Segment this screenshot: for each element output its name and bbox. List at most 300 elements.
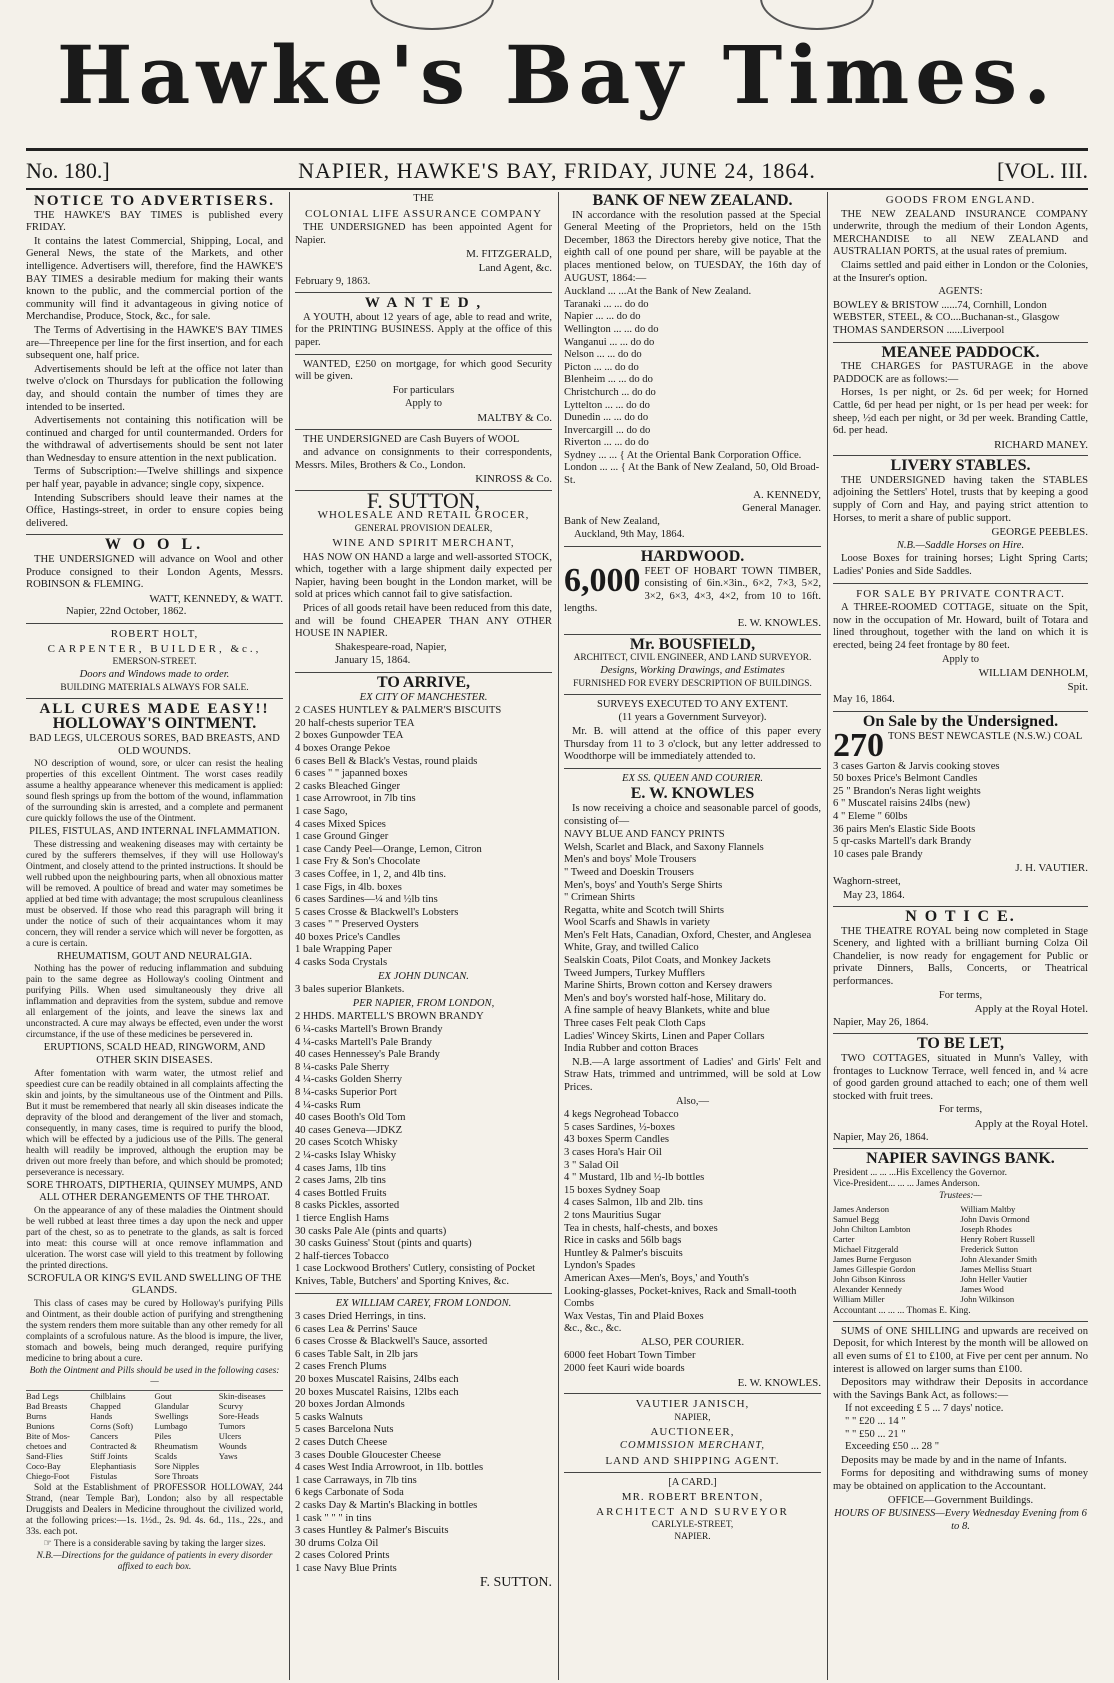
ad-trade: AUCTIONEER, xyxy=(650,1425,735,1438)
list-item: " " £50 ... 21 " xyxy=(845,1428,906,1440)
table-cell: Hands xyxy=(90,1410,113,1421)
list-item: Men's and boy's worsted half-hose, Military do. xyxy=(564,992,767,1004)
list-item: 3 cases Huntley & Palmer's Biscuits xyxy=(295,1525,449,1537)
ad-name: ROBERT HOLT, xyxy=(110,628,199,640)
list-item: Michael Fitzgerald xyxy=(833,1243,899,1254)
list-item: 40 cases Geneva—JDKZ xyxy=(295,1124,403,1136)
list-item: 3 " Salad Oil xyxy=(564,1159,619,1171)
list-item: 4 ¼-casks Rum xyxy=(295,1099,361,1111)
ad-address: NAPIER. xyxy=(674,1532,711,1543)
paragraph: Deposits may be made by and in the name of Infants. xyxy=(841,1454,1067,1466)
list-item: 8 casks Pickles, assorted xyxy=(295,1200,400,1212)
list-item: James Melliss Stuart xyxy=(960,1263,1032,1274)
list-item: 2000 feet Kauri wide boards xyxy=(564,1363,685,1375)
list-item: 2 cases Colored Prints xyxy=(295,1550,390,1562)
paragraph: A YOUTH, about 12 years of age, able to read and write, for the PRINTING BUSINESS. Apply at the office of this paper. xyxy=(295,311,552,348)
section-heading: GOODS FROM ENGLAND. xyxy=(885,194,1036,206)
table-cell: Fistulas xyxy=(90,1470,117,1481)
table-cell: Sand-Flies xyxy=(26,1450,63,1461)
list-item: 6 kegs Carbonate of Soda xyxy=(295,1487,404,1499)
list-item: 2 half-tierces Tobacco xyxy=(295,1250,389,1262)
table-cell: Chilblains xyxy=(90,1390,126,1401)
paragraph: THE THEATRE ROYAL being now completed in Stage Scenery, and lighted with a brilliant burning Colza Oil Chandelier, is now ready for engagement for Public or private Dinners, Balls, Concerts, or Theatrical performances. xyxy=(833,925,1088,988)
ad-address: Waghorn-street, xyxy=(833,875,901,887)
list-item: 1 case Ground Ginger xyxy=(295,831,389,843)
paragraph: These distressing and weakening diseases may with certainty be cured by the sufferers themselves, if they will use Holloway's Ointment, and closely attend to the printed instructions. It should be well rubbed upon the neighbouring parts, when all obnoxious matter will be removed. A poultice of bread and water may sometimes be applied at bed time with advantage; the most scrupulous cleanliness must be observed. If those who read this paragraph will bring it under the notice of such of their acquaintances whom it may concern, they will render a service which will never be forgotten, as a cure is certain. xyxy=(26,839,283,949)
table-cell: Cancers xyxy=(90,1430,118,1441)
list-item: If not exceeding £ 5 ... 7 days' notice. xyxy=(845,1403,1004,1415)
section-heading: N O T I C E. xyxy=(905,908,1016,926)
divider xyxy=(295,429,552,430)
table-cell: chetoes and xyxy=(26,1440,67,1451)
divider xyxy=(295,292,552,293)
list-item: 1 case Figs, in 4lb. boxes xyxy=(295,881,402,893)
paragraph: Horses, 1s per night, or 2s. 6d per week; for Horned Cattle, 6d per head per night, or 1s per head per week: for sheep, ½d each per night, or 3d per week. Branding Cattle, 6d. per head. xyxy=(833,387,1088,437)
divider xyxy=(26,698,283,699)
section-heading: Mr. BOUSFIELD, xyxy=(629,635,756,653)
list-item: 1 case Arrowroot, in 7lb tins xyxy=(295,793,416,805)
list-item: 6 cases Bell & Black's Vestas, round plaids xyxy=(295,755,478,767)
newspaper-title: Hawke's Bay Times. xyxy=(56,28,1058,122)
list-item: 4 cases West India Arrowroot, in 1lb. bottles xyxy=(295,1462,484,1474)
list-item: 2 cases French Plums xyxy=(295,1361,387,1373)
list-item: 1 case Navy Blue Prints xyxy=(295,1562,397,1574)
paragraph: Is now receiving a choice and seasonable parcel of goods, consisting of— xyxy=(564,802,821,827)
sub-heading: Both the Ointment and Pills should be used in the following cases:— xyxy=(29,1365,280,1387)
list-item: 36 pairs Men's Elastic Side Boots xyxy=(833,823,976,835)
list-item: 2 casks Bleached Ginger xyxy=(295,780,401,792)
list-item: 1 case Candy Peel—Orange, Lemon, Citron xyxy=(295,843,482,855)
section-heading: HARDWOOD. xyxy=(640,548,745,566)
ad-line: Apply to xyxy=(941,653,980,665)
list-item: Three cases Felt peak Cloth Caps xyxy=(564,1018,706,1030)
list-item: 3 cases " " Preserved Oysters xyxy=(295,919,419,931)
paragraph: Sold at the Establishment of PROFESSOR HOLLOWAY, 244 Strand, (near Temple Bar), London; also by all respectable Druggists and Dealers in Medicine throughout the civilized world, at the following prices:—1s. 1½d., 2s. 9d. 4s. 6d., 11s., 22s., and 33s. each pot. xyxy=(26,1482,283,1537)
list-item: Riverton ... ... do do xyxy=(564,437,649,449)
ad-line: (11 years a Government Surveyor). xyxy=(618,712,767,724)
date: Napier, 22nd October, 1862. xyxy=(66,606,187,618)
column-rule xyxy=(558,192,559,1680)
paragraph: Terms of Subscription:—Twelve shillings and sixpence per half year, payable in advance; single copy, sixpence. xyxy=(26,466,283,491)
masthead xyxy=(0,0,1114,140)
sub-heading: Also,— xyxy=(676,1095,709,1107)
ad-trade: ARCHITECT, CIVIL ENGINEER, AND LAND SURVEYOR. xyxy=(573,653,812,664)
list-item: Lyndon's Spades xyxy=(564,1260,636,1272)
ad-line: Apply at the Royal Hotel. xyxy=(974,1118,1088,1130)
paragraph: This class of cases may be cured by Holloway's purifying Pills and Ointment, as their double action of purifying and strengthening the system renders them more suitable than any other remedy for all complaints of a scrofulous nature. As the blood is impure, the liver, stomach and bowels, being much deranged, require purifying medicine to bring about a cure. xyxy=(26,1298,283,1364)
list-item: 4 cases Bottled Fruits xyxy=(295,1187,387,1199)
list-item: 43 boxes Sperm Candles xyxy=(564,1134,670,1146)
divider xyxy=(833,906,1088,907)
list-item: Napier ... ... do do xyxy=(564,311,641,323)
list-item: 5 casks Walnuts xyxy=(295,1411,363,1423)
signature: F. SUTTON. xyxy=(479,1574,552,1590)
divider xyxy=(26,148,1088,151)
officer-line: Accountant ... ... ... Thomas E. King. xyxy=(833,1305,971,1316)
sub-heading: EX JOHN DUNCAN. xyxy=(378,970,469,982)
list-item: 2 cases Jams, 2lb tins xyxy=(295,1175,386,1187)
paragraph: After fomentation with warm water, the utmost relief and speediest cure can be readily obtained in all complaints affecting the skin and joints, by the simultaneous use of the Ointment and Pills. But it must be remembered that nearly all skin diseases indicate the depravity of the blood and derangement of the liver and stomach, consequently, in many cases, time is required to purify the blood, which will be effected by a judicious use of the Pills. The general health will readily be improved, although the eruption may be driven out more freely than before, and which should be promoted; perseverance is necessary. xyxy=(26,1068,283,1178)
paragraph: The Terms of Advertising in the HAWKE'S BAY TIMES are—Threepence per line for the first insertion, and for each subsequent one, half price. xyxy=(26,324,283,362)
paragraph: Claims settled and paid either in London or the Colonies, at the Insurer's option. xyxy=(833,259,1088,284)
table-cell: Swellings xyxy=(154,1410,189,1421)
column-1 xyxy=(26,192,283,1680)
quantity-number: 270 xyxy=(833,726,884,764)
list-item: Invercargill ... do do xyxy=(564,424,651,436)
list-item: 40 boxes Price's Candles xyxy=(295,931,401,943)
ad-address: NAPIER, xyxy=(674,1412,711,1423)
divider xyxy=(564,694,821,695)
list-item: James Anderson xyxy=(833,1203,890,1214)
list-item: Sydney ... ... { At the Oriental Bank Corporation Office. xyxy=(564,449,802,461)
list-item: 50 boxes Price's Belmont Candles xyxy=(833,773,978,785)
table-cell: Corns (Soft) xyxy=(90,1420,133,1431)
list-item: NAVY BLUE AND FANCY PRINTS xyxy=(564,829,725,841)
table-cell: Skin-diseases xyxy=(218,1390,266,1401)
ad-trade: LAND AND SHIPPING AGENT. xyxy=(605,1455,780,1468)
sub-heading: SORE THROATS, DIPTHERIA, QUINSEY MUMPS, AND ALL OTHER DERANGEMENTS OF THE THROAT. xyxy=(26,1179,283,1204)
paragraph: THE CHARGES for PASTURAGE in the above PADDOCK are as follows:— xyxy=(833,361,1088,385)
list-item: Wanganui ... ... do do xyxy=(564,336,655,348)
list-item: 6 cases " " japanned boxes xyxy=(295,768,408,780)
table-cell: Rheumatism xyxy=(154,1440,198,1451)
ad-line: [A CARD.] xyxy=(668,1476,717,1488)
section-heading: FOR SALE BY PRIVATE CONTRACT. xyxy=(856,587,1065,600)
list-item: 1 cask " " " in tins xyxy=(295,1512,372,1524)
ad-line: N.B.—Saddle Horses on Hire. xyxy=(896,539,1025,551)
ad-address: Shakespeare-road, Napier, xyxy=(335,641,447,653)
list-item: 3 cases Coffee, in 1, 2, and 4lb tins. xyxy=(295,868,447,880)
list-item: Taranaki ... ... do do xyxy=(564,298,649,310)
sub-heading: ERUPTIONS, SCALD HEAD, RINGWORM, AND OTHER SKIN DISEASES. xyxy=(43,1042,266,1066)
paragraph: On the appearance of any of these maladies the Ointment should be well rubbed at least three times a day upon the neck and upper part of the chest, so as to penetrate to the glands, as salt is forced into meat: this course will at once remove inflammation and ulceration. The worst case will yield to this treatment by following the printed directions. xyxy=(26,1205,283,1271)
list-item: Men's and boys' Mole Trousers xyxy=(564,854,697,866)
paragraph: Advertisements not containing this notification will be continued and charged for until countermanded. Orders for the withdrawal of advertisements should be sent not later than Wednesday to ensure attention in the next publication. xyxy=(26,415,283,464)
paragraph: Mr. B. will attend at the office of this paper every Thursday from 11 to 3 o'clock, but any letter addressed to Woodthorpe will be immediately attended to. xyxy=(564,725,821,763)
ad-trade: ARCHITECT AND SURVEYOR xyxy=(596,1505,789,1518)
list-item: 4 cases Salmon, 1lb and 2lb. tins xyxy=(564,1197,703,1209)
signature: WILLIAM DENHOLM, xyxy=(978,667,1088,680)
paragraph: Prices of all goods retail have been reduced from this date, and will be found CHEAPER THAN ANY OTHER HOUSE IN NAPIER. xyxy=(295,603,552,640)
quantity-number: 6,000 xyxy=(564,561,641,599)
list-item: Sealskin Coats, Pilot Coats, and Monkey Jackets xyxy=(564,955,771,967)
list-item: American Axes—Men's, Boys,' and Youth's xyxy=(564,1272,749,1284)
list-item: Wool Scarfs and Shawls in variety xyxy=(564,917,710,929)
divider xyxy=(833,711,1088,712)
paragraph: Forms for depositing and withdrawing sums of money may be obtained on application to the Accountant. xyxy=(833,1468,1088,1492)
list-item: 1 case Carraways, in 7lb tins xyxy=(295,1474,417,1486)
list-item: 20 boxes Muscatel Raisins, 24lbs each xyxy=(295,1374,459,1386)
ad-line: Doors and Windows made to order. xyxy=(79,669,230,681)
list-item: Marine Shirts, Brown cotton and Kersey drawers xyxy=(564,980,773,992)
divider xyxy=(833,1148,1088,1149)
paragraph: Intending Subscribers should leave their names at the Office, Hastings-street, in order to ensure copies being delivered. xyxy=(26,492,283,529)
item-list xyxy=(833,761,1088,862)
list-item: 4 ¼-casks Martell's Pale Brandy xyxy=(295,1036,432,1048)
list-item: John Alexander Smith xyxy=(960,1253,1037,1264)
list-item: Tea in chests, half-chests, and boxes xyxy=(564,1222,718,1234)
table-cell: Yaws xyxy=(218,1450,238,1461)
ad-line: SURVEYS EXECUTED TO ANY EXTENT. xyxy=(597,698,788,710)
issue-number: No. 180.] xyxy=(26,158,110,183)
sub-heading: AGENTS: xyxy=(938,286,983,298)
list-item: Welsh, Scarlet and Black, and Saxony Flannels xyxy=(564,841,764,853)
list-item: Huntley & Palmer's biscuits xyxy=(564,1247,683,1259)
list-item: 4 cases Mixed Spices xyxy=(295,818,386,830)
table-cell: Sore-Heads xyxy=(218,1410,259,1421)
list-item: 2 CASES HUNTLEY & PALMER'S BISCUITS xyxy=(295,705,502,717)
list-item: 5 cases Crosse & Blackwell's Lobsters xyxy=(295,906,459,918)
list-item: 6 cases Crosse & Blackwell's Sauce, assorted xyxy=(295,1336,488,1348)
list-item: 6 cases Lea & Perrins' Sauce xyxy=(295,1323,418,1335)
list-item: A fine sample of heavy Blankets, white and blue xyxy=(564,1005,770,1017)
ad-trade: WHOLESALE AND RETAIL GROCER, xyxy=(317,509,530,522)
table-cell: Bad Legs xyxy=(26,1390,59,1401)
bank-branch-list xyxy=(564,286,821,450)
list-item: 2 boxes Gunpowder TEA xyxy=(295,730,404,742)
ad-line: Apply to xyxy=(404,398,443,410)
table-cell: Glandular xyxy=(154,1400,189,1411)
ad-line: BUILDING MATERIALS ALWAYS FOR SALE. xyxy=(60,682,249,693)
list-item: Nelson ... ... do do xyxy=(564,349,642,361)
ad-trade: GENERAL PROVISION DEALER, xyxy=(354,524,493,535)
item-list xyxy=(295,1011,552,1288)
ad-line: For terms, xyxy=(938,1104,983,1116)
list-item: James Burne Ferguson xyxy=(833,1253,912,1264)
divider xyxy=(26,623,283,624)
signature: KINROSS & Co. xyxy=(475,473,552,486)
list-item: Wax Vestas, Tin and Plaid Boxes xyxy=(564,1310,704,1322)
list-item: John Davis Ormond xyxy=(960,1213,1030,1224)
paragraph: THE NEW ZEALAND INSURANCE COMPANY underwrite, through the medium of their London Agents, MERCHANDISE to all NEW ZEALAND and AUSTRALIAN PORTS, at the usual rates of premium. xyxy=(833,208,1088,258)
list-item: 5 qr-casks Martell's dark Brandy xyxy=(833,836,972,848)
signature: GEORGE PEEBLES. xyxy=(991,526,1088,539)
list-item: Lyttelton ... ... do do xyxy=(564,399,650,411)
sub-heading: ALSO, PER COURIER. xyxy=(640,1336,745,1348)
list-item: 6 cases Sardines—¼ and ½lb tins xyxy=(295,894,438,906)
paragraph: Depositors may withdraw their Deposits in accordance with the Savings Bank Act, as follows:— xyxy=(833,1377,1088,1401)
list-item: White, Gray, and twilled Calico xyxy=(564,942,699,954)
list-item: 6 cases Table Salt, in 2lb jars xyxy=(295,1348,418,1360)
ad-line: Designs, Working Drawings, and Estimates xyxy=(600,665,785,677)
divider xyxy=(833,455,1088,456)
sub-heading: EX WILLIAM CAREY, FROM LONDON. xyxy=(335,1297,512,1309)
section-heading: TO BE LET, xyxy=(917,1035,1004,1053)
list-item: 30 casks Guiness' Stout (pints and quarts) xyxy=(295,1238,472,1250)
list-item: Rice in casks and 56lb bags xyxy=(564,1235,682,1247)
list-item: 30 casks Pale Ale (pints and quarts) xyxy=(295,1225,447,1237)
date: Auckland, 9th May, 1864. xyxy=(574,529,685,541)
divider xyxy=(564,1472,821,1473)
column-3 xyxy=(564,192,821,1680)
list-item: Blenheim ... ... do do xyxy=(564,374,653,386)
paragraph: Advertisements should be left at the office not later than twelve o'clock on Thursdays for publication the following day, and should contain the number of times they are intended to be inserted. xyxy=(26,363,283,413)
table-cell: Scurvy xyxy=(218,1400,244,1411)
agents-list xyxy=(833,300,1088,338)
signature: MALTBY & Co. xyxy=(477,411,552,424)
list-item: Men's Felt Hats, Canadian, Oxford, Chester, and Anglesea xyxy=(564,929,812,941)
cases-table xyxy=(26,1390,283,1481)
sub-heading: SCROFULA OR KING'S EVIL AND SWELLING OF THE GLANDS. xyxy=(27,1272,282,1297)
date: May 23, 1864. xyxy=(843,889,905,901)
paragraph: NO description of wound, sore, or ulcer can resist the healing properties of this excellent Ointment. The worst cases readily assume a healthy appearance whenever this medicament is applied: sound flesh springs up from the bottom of the wound, inflammation of the surrounding skin is arrested, and a complete and permanent cure quickly follows the use of the Ointment. xyxy=(26,759,283,825)
columns xyxy=(26,192,1088,1680)
ad-line: OFFICE—Government Buildings. xyxy=(887,1494,1034,1506)
table-cell: Tumors xyxy=(218,1420,246,1431)
list-item: 5 cases Sardines, ½-boxes xyxy=(564,1121,675,1133)
list-item: 2 casks Day & Martin's Blacking in bottles xyxy=(295,1500,478,1511)
date: Napier, May 26, 1864. xyxy=(833,1016,929,1028)
paragraph: THE UNDERSIGNED has been appointed Agent for Napier. xyxy=(295,222,552,246)
list-item: 40 cases Hennessey's Pale Brandy xyxy=(295,1049,440,1061)
ad-line: THE xyxy=(413,193,434,204)
divider xyxy=(833,1033,1088,1034)
list-item: James Wood xyxy=(960,1283,1004,1294)
item-list xyxy=(295,705,552,969)
list-item: Looking-glasses, Pocket-knives, Rack and Small-tooth Combs xyxy=(564,1285,797,1310)
list-item: Regatta, white and Scotch twill Shirts xyxy=(564,904,725,916)
section-heading: F. SUTTON, xyxy=(366,487,481,513)
sub-heading: PILES, FISTULAS, AND INTERNAL INFLAMMATION. xyxy=(29,826,280,838)
list-item: John Chilton Lambton xyxy=(833,1223,911,1234)
list-item: 8 ¼-casks Pale Sherry xyxy=(295,1061,390,1073)
list-item: 30 drums Colza Oil xyxy=(295,1537,379,1549)
volume: [VOL. III. xyxy=(996,158,1088,183)
sub-heading: BAD LEGS, ULCEROUS SORES, BAD BREASTS, AND OLD WOUNDS. xyxy=(29,732,280,757)
divider xyxy=(295,354,552,355)
list-item: 1 case Sago, xyxy=(295,805,348,817)
column-4 xyxy=(833,192,1088,1680)
ad-line: HOURS OF BUSINESS—Every Wednesday Evening from 6 to 8. xyxy=(834,1508,1087,1532)
paragraph: HAS NOW ON HAND a large and well-assorted STOCK, which, together with a large shipment daily expected per Napier, having been bought in the London market, will be sold at prices which cannot fail to give satisfaction. xyxy=(295,551,552,601)
list-item: " Tweed and Doeskin Trousers xyxy=(564,866,694,878)
section-heading: COLONIAL LIFE ASSURANCE COMPANY xyxy=(304,207,543,220)
officer-line: President ... ... ...His Excellency the Governor. xyxy=(833,1167,1007,1178)
list-item: 4 cases Jams, 1lb tins xyxy=(295,1162,386,1174)
list-item: 2 HHDS. MARTELL'S BROWN BRANDY xyxy=(295,1011,484,1023)
ad-address: CARLYLE-STREET, xyxy=(651,1520,734,1531)
divider xyxy=(564,768,821,769)
list-item: 5 cases Barcelona Nuts xyxy=(295,1424,394,1436)
signature: A. KENNEDY, xyxy=(753,488,821,501)
divider xyxy=(833,583,1088,584)
table-cell: Elephantiasis xyxy=(90,1460,137,1471)
dateline xyxy=(26,156,1088,186)
paragraph: N.B.—A large assortment of Ladies' and Girls' Felt and Straw Hats, trimmed and untrimmed, will be sold at Low Prices. xyxy=(564,1056,821,1093)
paragraph: Nothing has the power of reducing inflammation and subduing pain to the same degree as Holloway's cooling Ointment and purifying Pills. When used simultaneously they drive all inflammation and depravities from the system, subdue and remove all enlargement of the joints, and leave the sinews lax and unconstracted. A cure may always be effected, even under the worst circumstance, if the use of these medicines be persevered in. xyxy=(26,964,283,1041)
section-heading: On Sale by the Undersigned. xyxy=(862,712,1059,730)
table-cell: Sore Throats xyxy=(154,1470,199,1481)
list-item: William Miller xyxy=(833,1293,885,1304)
table-cell: Ulcers xyxy=(218,1430,242,1441)
table-cell: Piles xyxy=(154,1430,172,1441)
signature: M. FITZGERALD, xyxy=(466,248,552,261)
notice-table xyxy=(845,1403,1088,1453)
list-item: 20 boxes Muscatel Raisins, 12lbs each xyxy=(295,1386,459,1398)
ad-address: EMERSON-STREET. xyxy=(112,657,197,668)
section-heading: NOTICE TO ADVERTISERS. xyxy=(34,193,275,209)
paragraph: IN accordance with the resolution passed at the Special General Meeting of the Proprietors, held on the 15th December, 1863 the Directors hereby give notice, That the eighth call of one pound per share, will be payable at the places mentioned below, on TUESDAY, the 16th day of AUGUST, 1864:— xyxy=(564,209,821,284)
list-item: Samuel Begg xyxy=(833,1213,880,1224)
table-cell: Stiff Joints xyxy=(90,1450,128,1461)
list-item: " Crimean Shirts xyxy=(564,892,635,904)
table-cell: Bite of Mos- xyxy=(26,1430,70,1441)
section-heading: HOLLOWAY'S OINTMENT. xyxy=(52,715,257,733)
list-item: Tweed Jumpers, Turkey Mufflers xyxy=(564,967,705,979)
paragraph: N.B.—Directions for the guidance of patients in every disorder affixed to each box. xyxy=(36,1550,273,1572)
list-item: Picton ... ... do do xyxy=(564,361,639,373)
divider xyxy=(833,342,1088,343)
list-item: 4 " Eleme " 60lbs xyxy=(833,810,908,822)
item-list xyxy=(564,1350,821,1375)
paragraph: ☞ There is a considerable saving by taking the larger sizes. xyxy=(43,1538,266,1549)
list-item: 8 ¼-casks Superior Port xyxy=(295,1087,397,1098)
ad-trade: CARPENTER, BUILDER, &c., xyxy=(47,642,262,655)
list-item: 4 " Mustard, 1lb and ½-lb bottles xyxy=(564,1172,705,1184)
signature: Spit. xyxy=(1067,680,1088,693)
table-cell: Bunions xyxy=(26,1420,55,1431)
date: Napier, May 26, 1864. xyxy=(833,1131,929,1143)
list-item: 15 boxes Sydney Soap xyxy=(564,1184,661,1196)
table-cell xyxy=(219,1461,283,1471)
paragraph: A THREE-ROOMED COTTAGE, situate on the Spit, now in the occupation of Mr. Howard, built of Totara and lined throughout, together with the land on which it is erected, being 24 feet frontage by 80 feet. xyxy=(833,602,1088,651)
ad-trade: COMMISSION MERCHANT, xyxy=(619,1440,766,1452)
list-item: India Rubber and cotton Braces xyxy=(564,1043,699,1055)
table-cell: Gout xyxy=(154,1390,172,1401)
paragraph: TONS BEST NEWCASTLE (N.S.W.) COAL xyxy=(888,730,1083,742)
list-item: 1 bale Wrapping Paper xyxy=(295,944,392,956)
paragraph: FEET OF HOBART TOWN TIMBER, consisting of 6in.×3in., 6×2, 7×3, 5×2, 3×2, 6×3, 4×3, 4×2, from 10 to 16ft. lengths. xyxy=(564,565,821,615)
divider xyxy=(564,546,821,547)
table-cell: Burns xyxy=(26,1410,47,1421)
list-item: 4 ¼-casks Golden Sherry xyxy=(295,1074,403,1086)
list-item: 4 kegs Negrohead Tobacco xyxy=(564,1109,679,1121)
list-item: &c., &c., &c. xyxy=(564,1323,622,1335)
sub-heading: Trustees:— xyxy=(939,1190,982,1201)
section-heading: TO ARRIVE, xyxy=(376,674,471,691)
section-heading: LIVERY STABLES. xyxy=(890,457,1031,475)
list-item: 1 case Fry & Son's Chocolate xyxy=(295,856,421,868)
signature: E. W. KNOWLES. xyxy=(737,617,821,629)
section-heading: MEANEE PADDOCK. xyxy=(881,343,1040,361)
table-cell xyxy=(219,1471,283,1481)
list-item: Joseph Rhodes xyxy=(960,1223,1012,1234)
divider xyxy=(295,672,552,673)
signature: J. H. VAUTIER. xyxy=(1015,862,1088,875)
list-item: 3 cases Hora's Hair Oil xyxy=(564,1146,662,1158)
section-heading: NAPIER SAVINGS BANK. xyxy=(866,1150,1055,1168)
table-cell: Chapped xyxy=(90,1400,121,1411)
sub-heading: EX CITY OF MANCHESTER. xyxy=(359,691,488,703)
signature: General Manager. xyxy=(742,502,821,515)
paragraph: WANTED, £250 on mortgage, for which good Security will be given. xyxy=(295,358,552,383)
list-item: 20 half-chests superior TEA xyxy=(295,717,415,729)
list-item: Alexander Kennedy xyxy=(833,1283,902,1294)
divider xyxy=(564,1393,821,1394)
section-heading: E. W. KNOWLES xyxy=(630,785,755,803)
date: May 16, 1864. xyxy=(833,694,895,706)
date: January 15, 1864. xyxy=(335,655,411,667)
list-item: 6000 feet Hobart Town Timber xyxy=(564,1350,696,1362)
list-item: William Maltby xyxy=(960,1203,1016,1214)
table-cell: Chiego-Foot xyxy=(26,1470,70,1481)
list-item: Exceeding £50 ... 28 " xyxy=(845,1441,940,1453)
signature: Land Agent, &c. xyxy=(478,261,552,274)
section-heading: W A N T E D , xyxy=(364,295,483,312)
list-item: " " £20 ... 14 " xyxy=(845,1415,906,1427)
list-item: Frederick Sutton xyxy=(960,1243,1019,1254)
list-item: Dunedin ... ... do do xyxy=(564,412,649,424)
